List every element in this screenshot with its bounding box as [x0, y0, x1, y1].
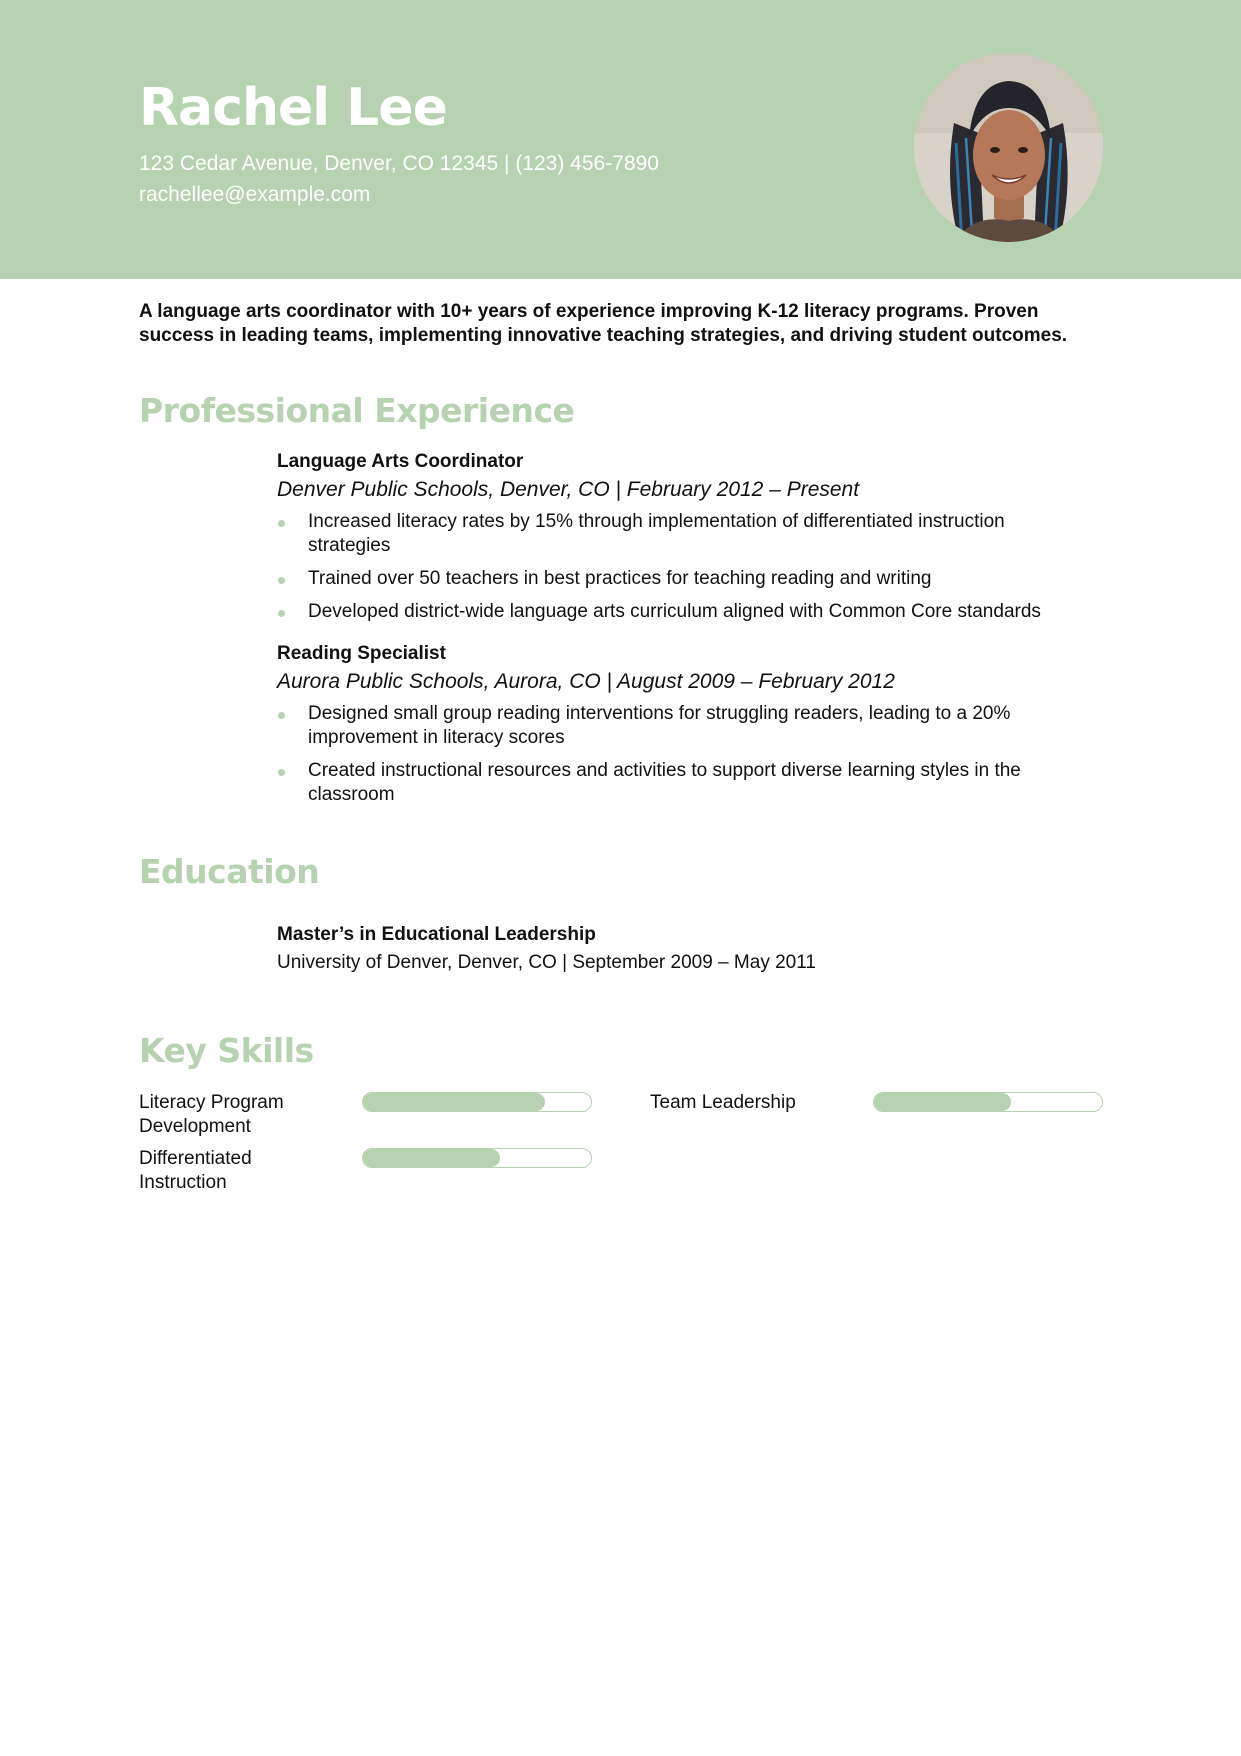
- job-bullets: [277, 510, 1077, 624]
- professional-summary: A language arts coordinator with 10+ years of experience improving K-12 literacy programs. Proven success in leading teams, implementing innovative teaching strategies, and driving student outcomes.: [139, 301, 1068, 346]
- skill-level-bar: [362, 1148, 592, 1168]
- bullet-icon: [278, 577, 285, 584]
- skill-label: Team Leadership: [650, 1092, 796, 1113]
- contact-email: rachellee@example.com: [139, 183, 371, 206]
- bullet-text: Increased literacy rates by 15% through implementation of differentiated instruction strategies: [308, 511, 1005, 556]
- bullet-icon: [278, 610, 285, 617]
- skills-heading: Key Skills: [139, 1031, 314, 1070]
- education-heading: Education: [139, 852, 320, 891]
- skill-level-bar: [873, 1092, 1103, 1112]
- job-entry: [277, 450, 1077, 633]
- bullet-text: Created instructional resources and activities to support diverse learning styles in the classroom: [308, 760, 1021, 805]
- skill-label: Literacy Program Development: [139, 1092, 284, 1137]
- bullet-icon: [278, 520, 285, 527]
- contact-address-phone: 123 Cedar Avenue, Denver, CO 12345 | (123) 456-7890: [139, 152, 659, 175]
- school-dates: University of Denver, Denver, CO | September 2009 – May 2011: [277, 952, 816, 973]
- list-item: [277, 567, 1077, 591]
- job-title: Language Arts Coordinator: [277, 451, 524, 472]
- candidate-name: Rachel Lee: [139, 78, 447, 138]
- list-item: [277, 759, 1077, 807]
- bullet-text: Trained over 50 teachers in best practices for teaching reading and writing: [308, 568, 932, 589]
- bullet-text: Designed small group reading interventions for struggling readers, leading to a 20% improvement in literacy scores: [308, 703, 1011, 748]
- skill-level-fill: [874, 1093, 1011, 1111]
- job-title: Reading Specialist: [277, 643, 446, 664]
- job-entry: [277, 642, 1077, 816]
- skill-label: Differentiated Instruction: [139, 1148, 252, 1193]
- job-employer-dates: Denver Public Schools, Denver, CO | February 2012 – Present: [277, 478, 860, 501]
- list-item: [277, 600, 1077, 624]
- skill-level-fill: [363, 1149, 500, 1167]
- skill-level-fill: [363, 1093, 545, 1111]
- bullet-icon: [278, 712, 285, 719]
- degree-title: Master’s in Educational Leadership: [277, 924, 596, 945]
- job-employer-dates: Aurora Public Schools, Aurora, CO | August 2009 – February 2012: [277, 670, 895, 693]
- education-entry: [277, 923, 1077, 975]
- job-bullets: [277, 702, 1077, 807]
- bullet-icon: [278, 769, 285, 776]
- experience-heading: Professional Experience: [139, 391, 575, 430]
- profile-photo: [914, 53, 1103, 242]
- header-band: [0, 0, 1241, 279]
- bullet-text: Developed district-wide language arts curriculum aligned with Common Core standards: [308, 601, 1041, 622]
- skill-level-bar: [362, 1092, 592, 1112]
- list-item: [277, 702, 1077, 750]
- profile-photo-illustration: [914, 53, 1103, 242]
- list-item: [277, 510, 1077, 558]
